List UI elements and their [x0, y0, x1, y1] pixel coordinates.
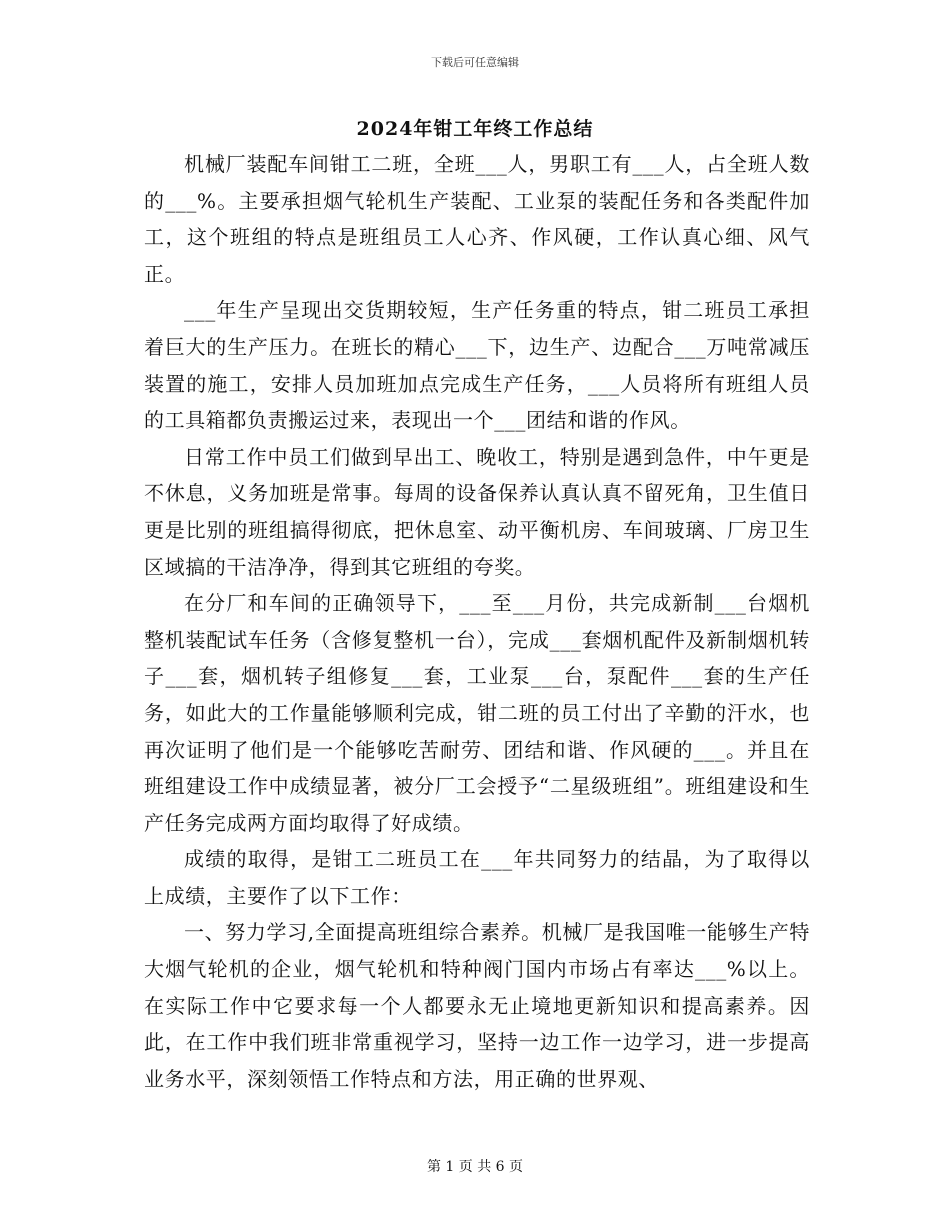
page-number: 第 1 页 共 6 页: [426, 1159, 524, 1175]
paragraph-6: 一、努力学习,全面提高班组综合素养。机械厂是我国唯一能够生产特大烟气轮机的企业，烟气轮机和特种阀门国内市场占有率达___%以上。在实际工作中它要求每一个人都要永无止境地更新知识和提高素养。因此，在工作中我们班非常重视学习，坚持一边工作一边学习，进一步提高业务水平，深刻领悟工作特点和方法，用正确的世界观、: [144, 920, 810, 1091]
document-body: [144, 146, 810, 1097]
paragraph-4: 在分厂和车间的正确领导下，___至___月份，共完成新制___台烟机整机装配试车任务（含修复整机一台），完成___套烟机配件及新制烟机转子___套，烟机转子组修复___套，工业泵___台，泵配件___套的生产任务，如此大的工作量能够顺利完成，钳二班的员工付出了辛勤的汗水，也再次证明了他们是一个能够吃苦耐劳、团结和谐、作风硬的___。并且在班组建设工作中成绩显著，被分厂工会授予“二星级班组”。班组建设和生产任务完成两方面均取得了好成绩。: [144, 591, 810, 835]
paragraph-1: 机械厂装配车间钳工二班，全班___人，男职工有___人，占全班人数的___%。主要承担烟气轮机生产装配、工业泵的装配任务和各类配件加工，这个班组的特点是班组员工人心齐、作风硬，工作认真心细、风气正。: [144, 152, 810, 286]
paragraph-3: 日常工作中员工们做到早出工、晚收工，特别是遇到急件，中午更是不休息，义务加班是常事。每周的设备保养认真认真不留死角，卫生值日更是比别的班组搞得彻底，把休息室、动平衡机房、车间玻璃、厂房卫生区域搞的干洁净净，得到其它班组的夸奖。: [144, 444, 810, 579]
paragraph-2: ___年生产呈现出交货期较短，生产任务重的特点，钳二班员工承担着巨大的生产压力。在班长的精心___下，边生产、边配合___万吨常减压装置的施工，安排人员加班加点完成生产任务，___人员将所有班组人员的工具箱都负责搬运过来，表现出一个___团结和谐的作风。: [144, 298, 810, 433]
header-note: 下载后可任意编辑: [431, 56, 519, 69]
paragraph-5: 成绩的取得，是钳工二班员工在___年共同努力的结晶，为了取得以上成绩，主要作了以下工作：: [144, 847, 810, 908]
document-title: 2024年钳工年终工作总结: [356, 118, 594, 140]
